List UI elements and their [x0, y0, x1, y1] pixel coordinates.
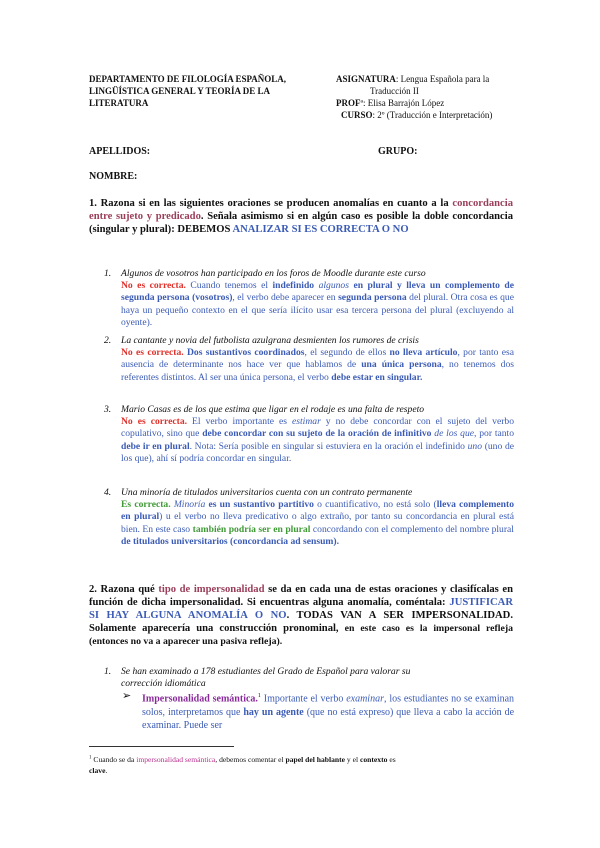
- answer-text: (uno de los que),: [121, 440, 515, 464]
- answer-text: , el segundo de ellos: [304, 347, 390, 359]
- answer-text: universitarios (concordancia ad sensum).: [171, 535, 340, 547]
- justificar-highlight: JUSTIFICAR SI HAY ALGUNA ANOMALÍA O NO: [89, 597, 513, 621]
- item-sentence-text: La cantante y novia del futbolista azulgrana desmienten los rumores de crisis: [121, 335, 419, 346]
- question-2: [89, 583, 513, 648]
- footnote-text: es: [387, 754, 396, 764]
- answer-text: , los: [383, 693, 401, 705]
- nombre-label: NOMBRE:: [89, 171, 138, 182]
- question-2-text: 2. Razona qué: [89, 584, 159, 595]
- asignatura-value-2: Traducción II: [370, 86, 419, 96]
- answer-text: algunos: [318, 280, 349, 292]
- answer-text: debe concordar con su sujeto de la: [202, 428, 346, 440]
- answer-text: por tanto su concordancia en plural está bien. En este caso: [121, 511, 514, 535]
- item-sentence: [104, 268, 514, 280]
- footnote-text: .: [105, 765, 108, 775]
- question-1-text: 1. Razona si en las siguientes oraciones se producen anomalías en cuanto a la: [89, 198, 449, 209]
- answer-text: del plural. Otra cosa es que haya un pequeño contexto en el: [121, 292, 514, 316]
- answer-text: debe ir en plural: [121, 440, 190, 452]
- answer-text: . Nota: Sería: [189, 440, 239, 452]
- asignatura-value: : Lengua Española para la: [395, 74, 490, 84]
- answer-text: que sería ilícito usar esa tercera persona del plural (excluyendo al oyente).: [121, 304, 514, 328]
- answer-text: sujeto del verbo copulativo, sino que: [121, 416, 514, 440]
- answer-text: Dos sustantivos coordinados: [186, 347, 305, 359]
- item-sentence-text: Algunos de vosotros han participado en los foros de Moodle durante este curso: [121, 268, 426, 279]
- department-line: DEPARTAMENTO DE FILOLOGÍA ESPAÑOLA,: [89, 74, 287, 84]
- answer-text: complemento de segunda persona (vosotros): [121, 280, 514, 304]
- answer-text: hay un agente: [243, 706, 304, 718]
- course-info: [336, 73, 536, 121]
- answer-highlight: también podría ser: [192, 523, 271, 535]
- apellidos-label: APELLIDOS:: [89, 146, 151, 157]
- footnote-number: 1: [89, 755, 92, 760]
- q1-item-3: [104, 404, 514, 465]
- answer-text: Minoría: [173, 499, 206, 511]
- item-sentence-text: corrección idiomática: [121, 678, 206, 690]
- curso-value: : 2º (Traducción e Interpretación): [372, 110, 493, 120]
- item-answer: [104, 416, 514, 465]
- item-answer: [104, 347, 514, 384]
- answer-text: (que: [303, 706, 325, 718]
- answer-text: de los que: [434, 428, 475, 440]
- question-2-text: se da en cada una de estas oraciones y: [264, 584, 447, 595]
- q1-item-4: [104, 487, 514, 548]
- answer-text: lleva complemento en plural: [121, 499, 514, 523]
- item-sentence: [104, 335, 514, 347]
- answer-text: El verbo importante es: [187, 416, 293, 428]
- footnote-text: papel del hablante: [285, 754, 346, 764]
- item-number: 2.: [104, 335, 112, 346]
- q1-item-2: [104, 335, 514, 384]
- answer-text: , no tenemos dos referentes distintos. Al ser una única: [121, 359, 514, 383]
- answer-text: concordando con el complemento del nombre plural: [310, 523, 514, 535]
- question-2-text: . TODAS VAN A: [286, 610, 376, 621]
- item-sentence-text: Mario Casas es de los que estima que ligar en el rodaje es una falta de respeto: [121, 404, 425, 415]
- item-sentence: [104, 666, 514, 678]
- question-1-text: . Señala asimismo si en algún caso es posible: [200, 211, 409, 222]
- item-answer: [104, 280, 514, 329]
- answer-text: y no debe concordar con el: [320, 416, 443, 428]
- answer-text: estimar: [292, 416, 321, 428]
- footnote-divider: [89, 746, 234, 747]
- verdict-text: Es correcta.: [121, 499, 171, 511]
- answer-text: oración de infinitivo: [348, 428, 432, 440]
- answer-highlight: en plural: [273, 523, 311, 535]
- footnote-ref[interactable]: 1: [257, 693, 261, 700]
- q1-item-1: [104, 268, 514, 329]
- footnote: [89, 752, 513, 776]
- answer-text: en plural y lleva un: [353, 280, 441, 292]
- q2-item-answer: [104, 690, 514, 731]
- answer-text: examinar: [346, 693, 384, 705]
- curso-label: CURSO: [341, 110, 373, 120]
- item-sentence-text: Una minoría de titulados universitarios cuenta con un contrato permanente: [121, 487, 413, 498]
- answer-text: Importante el verbo: [260, 693, 347, 705]
- answer-text: no lleva: [389, 347, 423, 359]
- prof-value: ª: Elisa Barrajón López: [360, 98, 445, 108]
- question-2-text: coméntala:: [395, 597, 450, 608]
- item-number: 4.: [104, 487, 112, 498]
- footnote-highlight: impersonalidad semántica: [136, 754, 216, 764]
- concordancia-highlight: concordancia entre sujeto y predicado: [89, 198, 513, 222]
- item-answer: [104, 499, 514, 548]
- answer-text: , por tanto esa ausencia de determinante nos hace ver que hablamos de: [121, 347, 515, 371]
- item-number: 1.: [104, 268, 112, 279]
- footnote-text: Cuando se da: [91, 754, 137, 764]
- item-number: 3.: [104, 404, 112, 415]
- arrow-bullet-icon: ➢: [122, 690, 132, 703]
- department-line: LITERATURA: [89, 98, 149, 108]
- asignatura-label: ASIGNATURA: [336, 74, 396, 84]
- answer-text: uno: [467, 440, 483, 452]
- department-line: LINGÜÍSTICA GENERAL Y TEORÍA DE LA: [89, 86, 270, 96]
- answer-text: o cuantificativo, no está solo: [313, 499, 431, 511]
- question-1-text: la doble concordancia (singular y plural): DEBEMOS: [89, 211, 513, 235]
- footnote-text: y el: [345, 754, 360, 764]
- answer-text: indefinido: [272, 280, 315, 292]
- item-sentence: [104, 404, 514, 416]
- answer-text: ) u el verbo no lleva predicativo o algo extraño,: [159, 511, 352, 523]
- answer-text: ahí sí podría concordar en singular.: [156, 452, 292, 464]
- footnote-text: clave: [89, 765, 106, 775]
- verdict-text: No es correcta.: [121, 280, 186, 292]
- answer-text: posible en singular si estuviera en la oración el indefinido: [241, 440, 468, 452]
- answer-text: de titulados: [121, 535, 169, 547]
- answer-text: estudiantes no se examinan solos, interpretamos que: [142, 693, 515, 718]
- answer-text: (: [433, 499, 437, 511]
- answer-text: una única persona: [361, 359, 442, 371]
- analizar-highlight: CORRECTA O NO: [319, 224, 409, 235]
- footnote-text: contexto: [360, 754, 388, 764]
- analizar-highlight: ANALIZAR SI ES: [232, 224, 318, 235]
- grupo-label: GRUPO:: [378, 146, 418, 157]
- answer-text: , el verbo debe aparecer en: [232, 292, 336, 304]
- answer-text: no está expreso) que lleva a cabo la acción de examinar. Puede ser: [142, 706, 515, 731]
- department-heading: [89, 73, 329, 109]
- prof-label: PROF: [336, 98, 361, 108]
- answer-text: artículo: [425, 347, 458, 359]
- item-number: 1.: [104, 666, 112, 677]
- q2-item-1: [104, 666, 514, 732]
- question-2-text: en este caso es la impersonal refleja (entonces no va a aparecer una pasiva refleja).: [89, 623, 514, 647]
- answer-text: es un sustantivo partitivo: [205, 499, 314, 511]
- verdict-text: No es correcta.: [121, 347, 184, 359]
- answer-text: Cuando tenemos el: [185, 280, 273, 292]
- answer-text: persona, el verbo: [263, 371, 332, 383]
- answer-text: debe estar en singular.: [331, 371, 423, 383]
- question-2-text: SER IMPERSONALIDAD. Solamente aparecería una construcción pronominal,: [89, 610, 513, 634]
- footnote-text: , debemos comentar el: [215, 754, 286, 764]
- impersonalidad-label: Impersonalidad semántica.: [142, 693, 258, 705]
- item-sentence: [104, 487, 514, 499]
- item-sentence-text: Se han examinado a 178 estudiantes del Grado de Español para valorar su: [121, 666, 411, 677]
- impersonalidad-highlight: tipo de impersonalidad: [158, 584, 265, 595]
- question-1: [89, 197, 513, 236]
- verdict-text: No es correcta.: [121, 416, 188, 428]
- question-2-text: clasifícalas en función de dicha impersonalidad. Si encuentras alguna anomalía,: [89, 584, 514, 608]
- answer-text: , por tanto: [474, 428, 515, 440]
- answer-text: segunda persona: [338, 292, 407, 304]
